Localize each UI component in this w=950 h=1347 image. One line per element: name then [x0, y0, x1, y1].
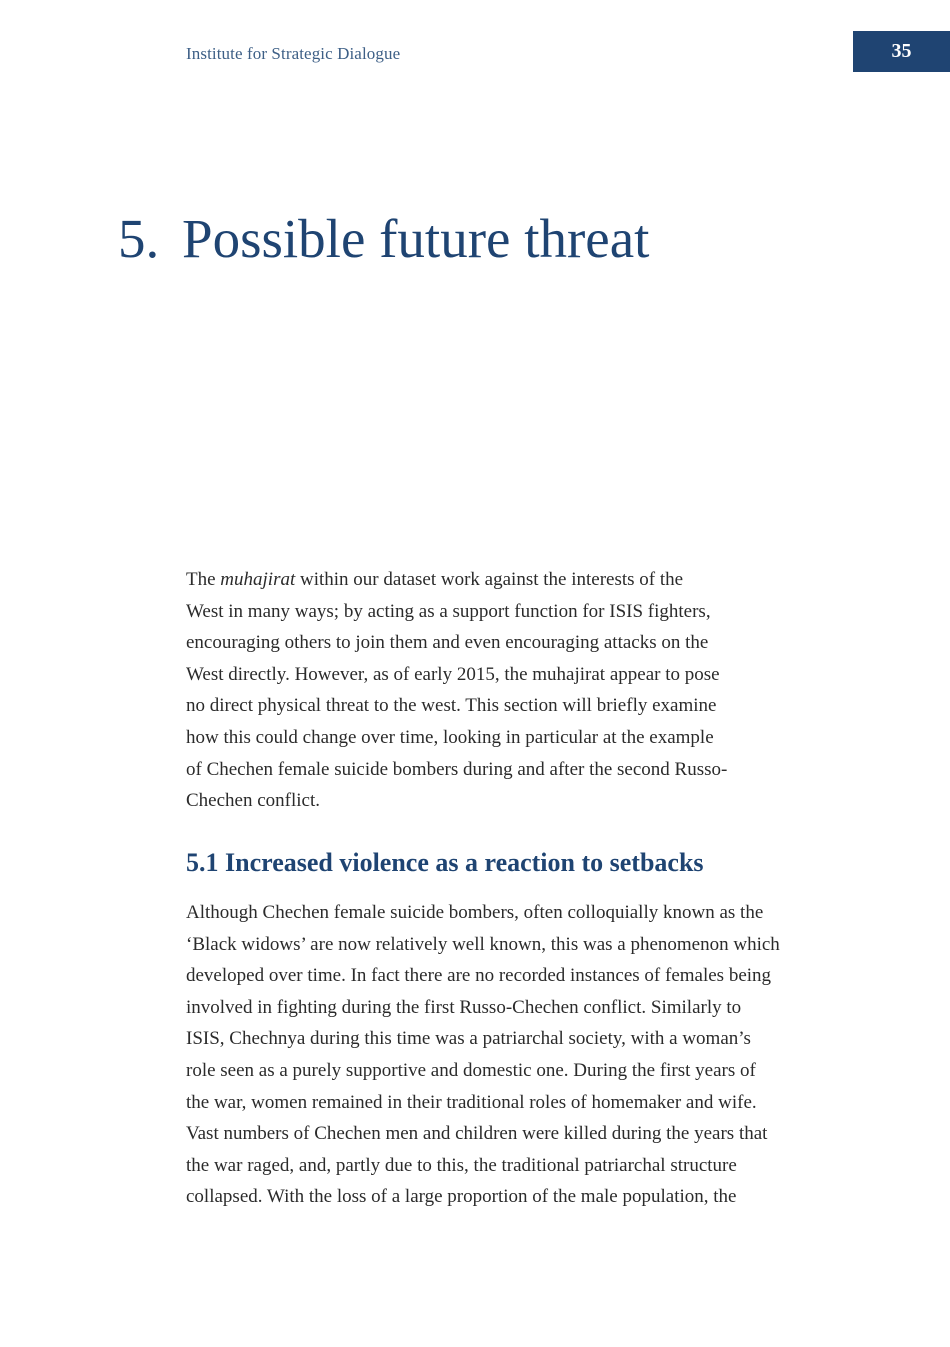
section-line: Although Chechen female suicide bombers, often colloquially known as the — [186, 902, 764, 923]
intro-line: how this could change over time, looking in particular at the example — [186, 726, 714, 748]
section-line: ISIS, Chechnya during this time was a patriarchal society, with a woman’s — [186, 1028, 751, 1050]
section-line: collapsed. With the loss of a large proportion of the male population, the — [186, 1186, 737, 1208]
intro-line: Chechen conflict. — [186, 790, 321, 812]
chapter-title-text: Possible future threat — [182, 208, 650, 269]
intro-paragraph — [186, 564, 826, 817]
section-line: Vast numbers of Chechen men and children were killed during the years that — [186, 1123, 768, 1145]
section-line: involved in fighting during the first Russo-Chechen conflict. Similarly to — [186, 996, 742, 1018]
section-heading: 5.1 Increased violence as a reaction to setbacks — [186, 848, 704, 877]
page-number: 35 — [853, 31, 950, 72]
section-line: ‘Black widows’ are now relatively well known, this was a phenomenon which — [186, 933, 780, 955]
intro-line: West in many ways; by acting as a support function for ISIS fighters, — [186, 600, 711, 622]
section-line: role seen as a purely supportive and domestic one. During the first years of — [186, 1059, 756, 1081]
chapter-title — [118, 205, 649, 273]
running-header: Institute for Strategic Dialogue — [186, 44, 401, 63]
section-paragraph — [186, 897, 826, 1213]
section-line: the war, women remained in their traditional roles of homemaker and wife. — [186, 1091, 757, 1113]
intro-line: West directly. However, as of early 2015, the muhajirat appear to pose — [186, 663, 720, 685]
intro-line: The muhajirat within our dataset work against the interests of the — [186, 569, 684, 590]
chapter-number: 5. — [118, 208, 160, 269]
muhajirat-term: muhajirat — [220, 569, 296, 590]
section-line: developed over time. In fact there are no recorded instances of females being — [186, 965, 772, 987]
intro-line: no direct physical threat to the west. This section will briefly examine — [186, 695, 717, 717]
intro-line: of Chechen female suicide bombers during and after the second Russo- — [186, 758, 728, 780]
intro-line: encouraging others to join them and even encouraging attacks on the — [186, 632, 709, 654]
section-line: the war raged, and, partly due to this, the traditional patriarchal structure — [186, 1154, 737, 1176]
